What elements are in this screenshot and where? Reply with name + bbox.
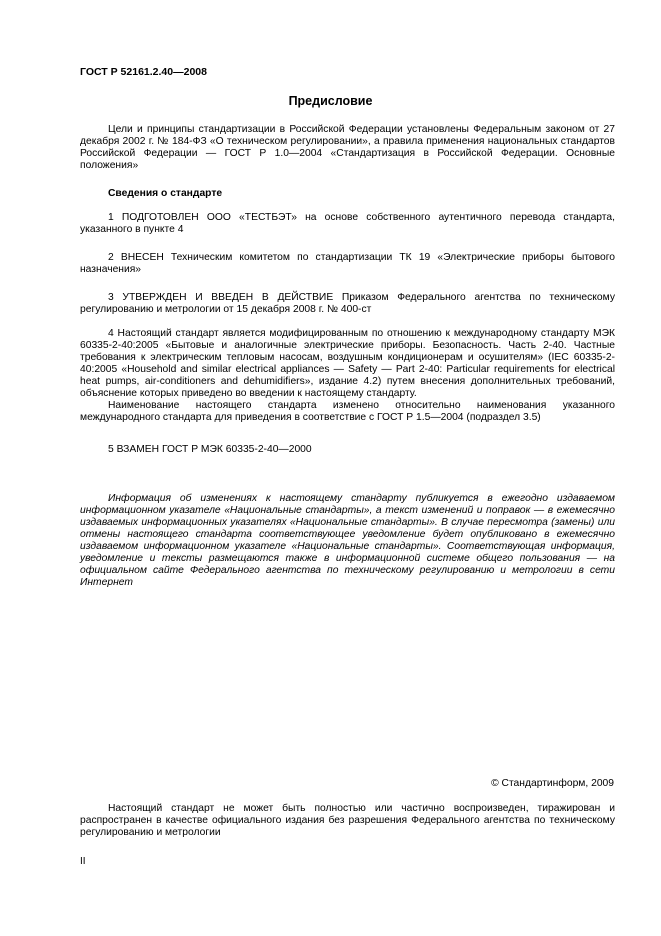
- item-4-text: 4 Настоящий стандарт является модифицированным по отношению к международному стандарту МЭК 60335-2-40:2005 «Бытовые и аналогичные электрические приборы. Безопасность. Часть 2-40. Частные требования к электрическим тепловым насосам, воздушным кондиционерам и осушителям» (IEC 60335-2-40:2005 «Household and similar electrical appliances — Safety — Part 2-40: Particular requirements for electrical heat pumps, air-conditioners and dehumidifiers», издание 4.2) путем внесения дополнительных требований, объяснение которых приведено во введении к настоящему стандарту.: [80, 328, 615, 399]
- item-3-text: 3 УТВЕРЖДЕН И ВВЕДЕН В ДЕЙСТВИЕ Приказом Федерального агентства по техническому регулированию и метрологии от 15 декабря 2008 г. № 400-ст: [80, 292, 615, 315]
- item-3: [80, 292, 615, 316]
- reproduction-notice: [80, 803, 615, 839]
- item-5-text: 5 ВЗАМЕН ГОСТ Р МЭК 60335-2-40—2000: [108, 444, 312, 455]
- item-5: [80, 444, 615, 456]
- item-4-note-text: Наименование настоящего стандарта изменено относительно наименования указанного международного стандарта для приведения в соответствие с ГОСТ Р 1.5—2004 (подраздел 3.5): [80, 400, 615, 423]
- notice-paragraph: [80, 493, 615, 589]
- intro-paragraph: [80, 124, 615, 172]
- item-2: [80, 252, 615, 276]
- page-number: II: [80, 856, 86, 867]
- notice-text: Информация об изменениях к настоящему стандарту публикуется в ежегодно издаваемом информационном указателе «Национальные стандарты», а текст изменений и поправок — в ежемесячно издаваемых информационных указателях «Национальные стандарты». В случае пересмотра (замены) или отмены настоящего стандарта соответствующее уведомление будет опубликовано в ежемесячно издаваемом информационном указателе «Национальные стандарты». Соответствующая информация, уведомление и тексты размещаются также в информационной системе общего пользования — на официальном сайте Федерального агентства по техническому регулированию и метрологии в сети Интернет: [80, 493, 615, 588]
- item-2-text: 2 ВНЕСЕН Техническим комитетом по стандартизации ТК 19 «Электрические приборы бытового назначения»: [80, 252, 615, 275]
- item-1: [80, 212, 615, 236]
- intro-text: Цели и принципы стандартизации в Российской Федерации установлены Федеральным законом от 27 декабря 2002 г. № 184-ФЗ «О техническом регулировании», а правила применения национальных стандартов Российской Федерации — ГОСТ Р 1.0—2004 «Стандартизация в Российской Федерации. Основные положения»: [80, 124, 615, 171]
- reproduction-notice-text: Настоящий стандарт не может быть полностью или частично воспроизведен, тиражирован и распространен в качестве официального издания без разрешения Федерального агентства по техническому регулированию и метрологии: [80, 803, 615, 838]
- info-heading: Сведения о стандарте: [108, 188, 223, 199]
- page-title: Предисловие: [288, 94, 373, 108]
- copyright: © Стандартинформ, 2009: [491, 778, 614, 789]
- standard-code-header: ГОСТ Р 52161.2.40—2008: [80, 66, 207, 78]
- item-1-text: 1 ПОДГОТОВЛЕН ООО «ТЕСТБЭТ» на основе собственного аутентичного перевода стандарта, указанного в пункте 4: [80, 212, 615, 235]
- item-4: [80, 328, 615, 424]
